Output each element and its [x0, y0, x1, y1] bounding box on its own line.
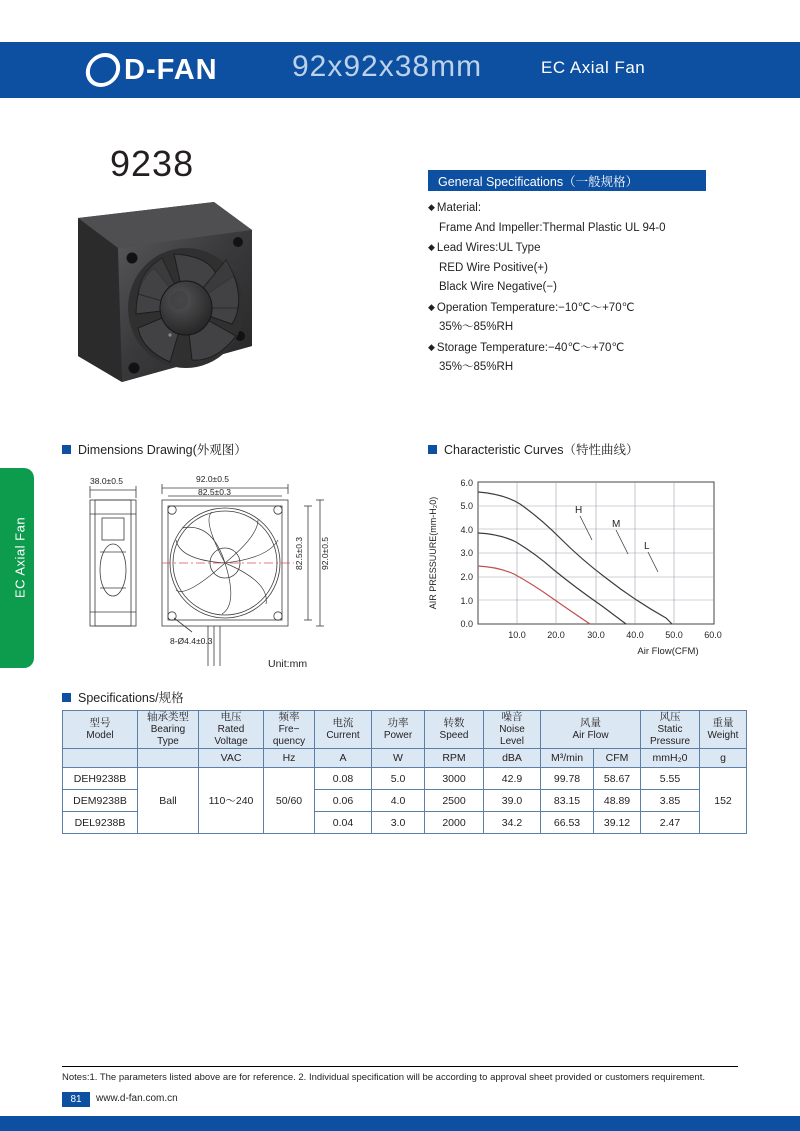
cell-current: 0.06 — [315, 790, 372, 812]
section-heading-specifications — [62, 688, 184, 706]
gs-line-6: 35%～85%RH — [439, 321, 514, 333]
cell-model: DEH9238B — [63, 768, 138, 790]
section-heading-dimensions — [62, 440, 247, 458]
dim-height-outer: 92.0±0.5 — [320, 536, 330, 570]
cell-current: 0.08 — [315, 768, 372, 790]
unit-voltage: VAC — [199, 749, 264, 768]
chart-xlabel: Air Flow(CFM) — [637, 646, 699, 657]
cell-noise: 39.0 — [484, 790, 541, 812]
dimensions-drawing — [62, 470, 392, 670]
model-number: 9238 — [110, 143, 195, 184]
unit-speed: RPM — [425, 749, 484, 768]
legend-H: H — [575, 505, 583, 516]
cell-current: 0.04 — [315, 812, 372, 834]
unit-bearing — [138, 749, 199, 768]
cell-voltage: 110～240 — [199, 768, 264, 834]
side-tab-ec-axial-fan — [0, 468, 34, 668]
cell-speed: 2500 — [425, 790, 484, 812]
svg-text:20.0: 20.0 — [547, 630, 565, 640]
cell-speed: 3000 — [425, 768, 484, 790]
footer-bar — [0, 1116, 800, 1131]
svg-text:4.0: 4.0 — [460, 525, 473, 535]
unit-current: A — [315, 749, 372, 768]
unit-frequency: Hz — [264, 749, 315, 768]
unit-pressure: mmH₂0 — [641, 749, 700, 768]
product-size-title: 92x92x38mm — [292, 50, 483, 83]
cell-model: DEM9238B — [63, 790, 138, 812]
cell-pressure: 3.85 — [641, 790, 700, 812]
logo-ellipse-icon — [84, 53, 123, 87]
section-heading-curves — [428, 440, 638, 458]
general-specs-heading: General Specifications（一般规格） — [428, 170, 706, 191]
product-type-title: EC Axial Fan — [541, 58, 646, 77]
dimension-unit-label: Unit:mm — [268, 658, 308, 670]
gs-line-2: ◆ Lead Wires:UL Type — [428, 242, 541, 254]
legend-M: M — [612, 519, 621, 530]
section-label-specifications: Specifications/规格 — [78, 691, 184, 705]
footer-divider — [62, 1066, 738, 1067]
cell-bearing: Ball — [138, 768, 199, 834]
general-specs-body — [428, 198, 748, 378]
th-frequency: 频率 Fre− quency — [264, 711, 315, 749]
table-header-row — [63, 711, 747, 749]
unit-airflow-cfm: CFM — [594, 749, 641, 768]
svg-text:50.0: 50.0 — [665, 630, 683, 640]
svg-text:0.0: 0.0 — [460, 619, 473, 629]
section-label-curves: Characteristic Curves（特性曲线） — [444, 443, 639, 457]
th-power: 功率 Power — [372, 711, 425, 749]
bullet-square-icon — [62, 693, 71, 702]
cell-weight: 152 — [700, 768, 747, 834]
cell-speed: 2000 — [425, 812, 484, 834]
unit-noise: dBA — [484, 749, 541, 768]
th-airflow: 风量 Air Flow — [541, 711, 641, 749]
th-speed: 转数 Speed — [425, 711, 484, 749]
fan-photo — [66, 196, 260, 386]
th-voltage: 电压 Rated Voltage — [199, 711, 264, 749]
gs-line-4: Black Wire Negative(−) — [439, 281, 557, 293]
legend-L: L — [644, 541, 650, 552]
table-row — [63, 768, 747, 790]
th-weight: 重量 Weight — [700, 711, 747, 749]
cell-noise: 42.9 — [484, 768, 541, 790]
footer-website: www.d-fan.com.cn — [96, 1093, 178, 1104]
cell-airflow-m3: 83.15 — [541, 790, 594, 812]
cell-airflow-cfm: 39.12 — [594, 812, 641, 834]
dim-depth: 38.0±0.5 — [90, 476, 124, 486]
th-noise: 噪音 Noise Level — [484, 711, 541, 749]
gs-line-3: RED Wire Positive(+) — [439, 261, 548, 274]
svg-text:1.0: 1.0 — [460, 596, 473, 606]
unit-power: W — [372, 749, 425, 768]
page-number: 81 — [62, 1092, 90, 1107]
cell-power: 5.0 — [372, 768, 425, 790]
gs-line-7: ◆ Storage Temperature:−40℃～+70℃ — [428, 341, 625, 354]
svg-text:5.0: 5.0 — [460, 501, 473, 511]
cell-pressure: 2.47 — [641, 812, 700, 834]
cell-noise: 34.2 — [484, 812, 541, 834]
cell-airflow-cfm: 48.89 — [594, 790, 641, 812]
bullet-square-icon — [62, 445, 71, 454]
gs-line-5: ◆ Operation Temperature:−10℃～+70℃ — [428, 301, 635, 314]
unit-weight: g — [700, 749, 747, 768]
svg-text:3.0: 3.0 — [460, 548, 473, 558]
gs-line-1: Frame And Impeller:Thermal Plastic UL 94-0 — [439, 221, 666, 234]
gs-line-0: ◆ Material: — [428, 202, 482, 214]
dim-holes: 8-Ø4.4±0.3 — [170, 636, 213, 646]
gs-line-8: 35%～85%RH — [439, 361, 514, 373]
cell-airflow-m3: 99.78 — [541, 768, 594, 790]
dim-width-inner: 82.5±0.3 — [198, 487, 232, 497]
cell-pressure: 5.55 — [641, 768, 700, 790]
brand-name: D-FAN — [124, 53, 218, 86]
th-current: 电流 Current — [315, 711, 372, 749]
cell-frequency: 50/60 — [264, 768, 315, 834]
svg-text:10.0: 10.0 — [508, 630, 526, 640]
th-pressure: 风压 Static Pressure — [641, 711, 700, 749]
header-bar — [0, 42, 800, 98]
chart-ylabel: AIR PRESSUURE(mm-H₂0) — [428, 496, 438, 610]
side-tab-label: EC Axial Fan — [12, 516, 28, 599]
svg-text:30.0: 30.0 — [587, 630, 605, 640]
cell-power: 4.0 — [372, 790, 425, 812]
cell-power: 3.0 — [372, 812, 425, 834]
bullet-square-icon — [428, 445, 437, 454]
cell-model: DEL9238B — [63, 812, 138, 834]
characteristic-curve-chart — [420, 468, 740, 673]
unit-model — [63, 749, 138, 768]
brand-logo — [86, 52, 276, 88]
section-label-dimensions: Dimensions Drawing(外观图） — [78, 443, 247, 457]
svg-text:40.0: 40.0 — [626, 630, 644, 640]
svg-text:2.0: 2.0 — [460, 572, 473, 582]
footer-notes: Notes:1. The parameters listed above are for reference. 2. Individual specification will be according to approval sheet provided or customers requirement. — [62, 1072, 705, 1083]
svg-text:6.0: 6.0 — [460, 478, 473, 488]
cell-airflow-m3: 66.53 — [541, 812, 594, 834]
dim-width-outer: 92.0±0.5 — [196, 474, 230, 484]
table-unit-row — [63, 749, 747, 768]
th-bearing: 轴承类型 Bearing Type — [138, 711, 199, 749]
dim-height-inner: 82.5±0.3 — [294, 536, 304, 570]
unit-airflow-m3: M³/min — [541, 749, 594, 768]
th-model: 型号 Model — [63, 711, 138, 749]
svg-text:60.0: 60.0 — [704, 630, 722, 640]
specifications-table — [62, 710, 747, 834]
cell-airflow-cfm: 58.67 — [594, 768, 641, 790]
